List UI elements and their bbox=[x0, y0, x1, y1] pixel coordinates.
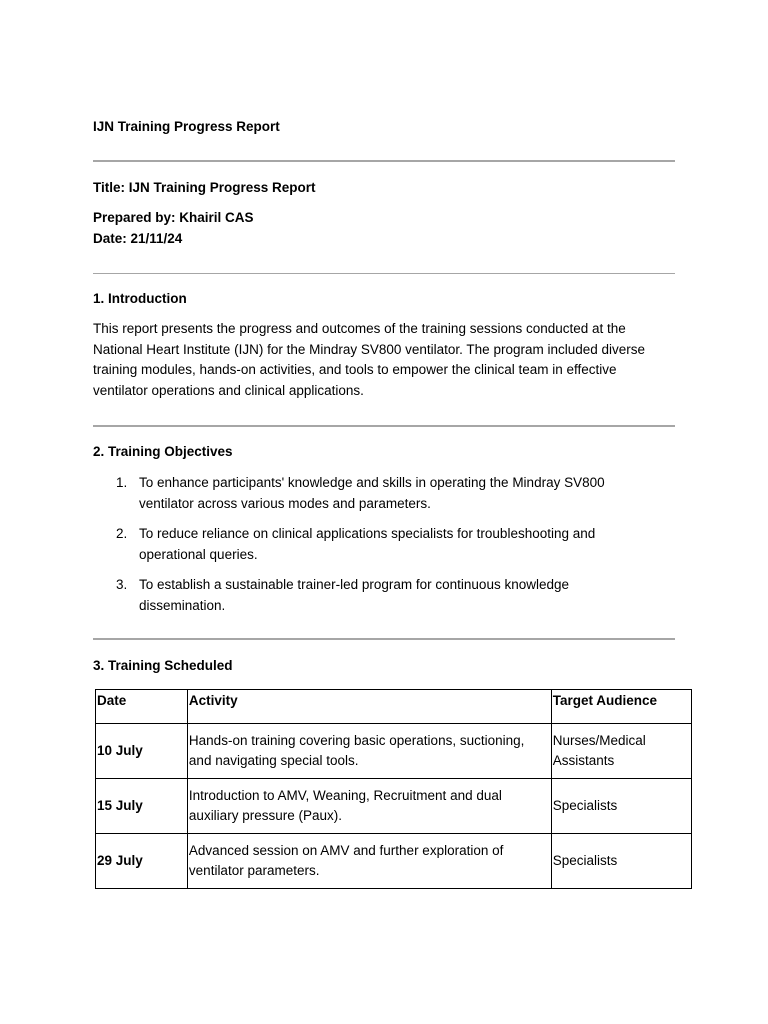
column-header-date: Date bbox=[96, 690, 188, 724]
table-row bbox=[96, 724, 692, 779]
paragraph-line: training modules, hands-on activities, and tools to empower the clinical team in effective bbox=[93, 362, 617, 377]
cell-text: Hands-on training covering basic operations, suctioning, bbox=[188, 732, 525, 748]
list-item-text: To establish a sustainable trainer-led program for continuous knowledge bbox=[139, 577, 569, 592]
list-item-text: ventilator across various modes and parameters. bbox=[139, 495, 431, 511]
cell-text: Advanced session on AMV and further exploration of bbox=[188, 842, 504, 858]
cell-text: auxiliary pressure (Paux). bbox=[188, 808, 342, 823]
objectives-heading: 2. Training Objectives bbox=[93, 444, 233, 459]
cell-activity bbox=[187, 724, 551, 779]
divider bbox=[93, 638, 675, 640]
list-item bbox=[93, 524, 659, 565]
paragraph-line: National Heart Institute (IJN) for the Mindray SV800 ventilator. The program included diverse bbox=[93, 341, 646, 357]
list-item-text: operational queries. bbox=[139, 546, 258, 562]
cell-text: and navigating special tools. bbox=[188, 753, 359, 768]
cell-date: 10 July bbox=[96, 724, 188, 779]
cell-activity bbox=[187, 779, 551, 834]
divider bbox=[93, 425, 675, 427]
report-date: Date: 21/11/24 bbox=[93, 231, 183, 246]
cell-date: 15 July bbox=[96, 779, 188, 834]
list-item bbox=[93, 575, 659, 616]
schedule-heading: 3. Training Scheduled bbox=[93, 658, 233, 673]
cell-text: ventilator parameters. bbox=[188, 863, 320, 878]
list-item bbox=[93, 473, 659, 514]
cell-audience bbox=[551, 724, 691, 779]
cell-audience: Specialists bbox=[551, 834, 691, 889]
list-number: 2. bbox=[116, 526, 128, 541]
list-number: 3. bbox=[116, 577, 128, 592]
table-row bbox=[96, 834, 692, 889]
paragraph-line: ventilator operations and clinical applications. bbox=[93, 382, 364, 398]
introduction-paragraph bbox=[93, 319, 677, 401]
divider bbox=[93, 160, 675, 162]
introduction-heading: 1. Introduction bbox=[93, 291, 187, 306]
training-schedule-table bbox=[95, 689, 692, 889]
column-header-activity: Activity bbox=[187, 690, 551, 724]
list-item-text: To reduce reliance on clinical applications specialists for troubleshooting and bbox=[139, 526, 596, 541]
list-item-text: To enhance participants' knowledge and skills in operating the Mindray SV800 bbox=[139, 475, 605, 490]
paragraph-line: This report presents the progress and outcomes of the training sessions conducted at the bbox=[93, 321, 626, 336]
column-header-audience: Target Audience bbox=[551, 690, 691, 724]
table-row bbox=[96, 779, 692, 834]
cell-text: Nurses/Medical bbox=[552, 732, 646, 748]
cell-text: Assistants bbox=[552, 753, 615, 768]
cell-text: Introduction to AMV, Weaning, Recruitment and dual bbox=[188, 787, 502, 803]
objectives-list bbox=[93, 473, 675, 626]
cell-activity bbox=[187, 834, 551, 889]
list-number: 1. bbox=[116, 475, 128, 490]
prepared-by: Prepared by: Khairil CAS bbox=[93, 210, 254, 225]
list-item-text: dissemination. bbox=[139, 597, 226, 613]
cell-date: 29 July bbox=[96, 834, 188, 889]
cell-audience: Specialists bbox=[551, 779, 691, 834]
divider bbox=[93, 273, 675, 274]
title-line: Title: IJN Training Progress Report bbox=[93, 180, 316, 195]
table-header-row bbox=[96, 690, 692, 724]
document-heading: IJN Training Progress Report bbox=[93, 119, 280, 134]
